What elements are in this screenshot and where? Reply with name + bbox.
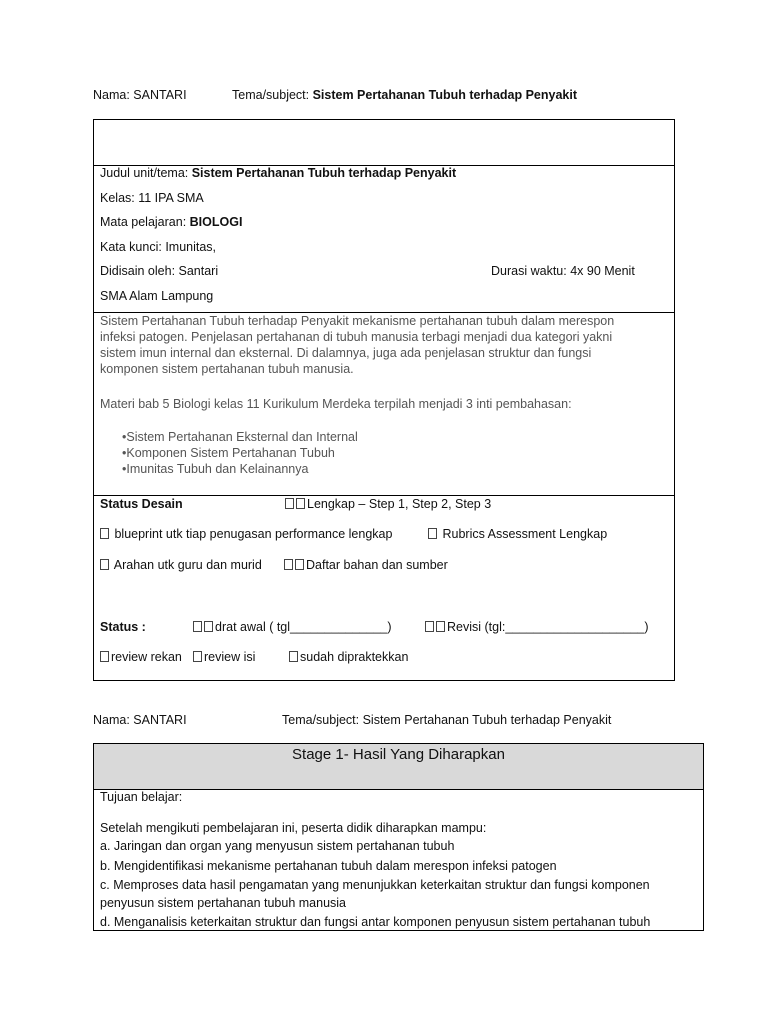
practiced-item xyxy=(289,650,408,664)
unit-title-value: Sistem Pertahanan Tubuh terhadap Penyakit xyxy=(191,166,457,180)
subject-text-value: BIOLOGI xyxy=(189,215,243,229)
blueprint-item xyxy=(100,527,392,541)
student-name: Nama: SANTARI xyxy=(93,88,187,102)
keywords-text: Kata kunci: Imunitas, xyxy=(100,240,217,254)
draft-item xyxy=(193,620,392,634)
bullet-item: •Imunitas Tubuh dan Kelainannya xyxy=(122,462,309,476)
content-review-item xyxy=(193,650,255,664)
learning-goal-item: c. Memproses data hasil pengamatan yang menunjukkan keterkaitan struktur dan fungsi komponen xyxy=(100,878,650,892)
rubrics-item xyxy=(428,527,607,541)
status-design-label: Status Desain xyxy=(100,497,183,511)
subject-label: Tema/subject: xyxy=(232,88,313,102)
materi-text: Materi bab 5 Biologi kelas 11 Kurikulum Merdeka terpilah menjadi 3 inti pembahasan: xyxy=(100,397,572,411)
arahan-label: Arahan utk guru dan murid xyxy=(111,558,262,572)
revision-item xyxy=(425,620,649,634)
learning-goal-item: a. Jaringan dan organ yang menyusun sistem pertahanan tubuh xyxy=(100,839,455,853)
blueprint-label: blueprint utk tiap penugasan performance lengkap xyxy=(111,527,393,541)
checkbox-icon[interactable] xyxy=(193,621,202,632)
checkbox-icon[interactable] xyxy=(295,559,304,570)
table-divider xyxy=(93,312,675,313)
peer-review-item xyxy=(100,650,182,664)
duration-text: Durasi waktu: 4x 90 Menit xyxy=(491,264,635,278)
designer-text: Didisain oleh: Santari xyxy=(100,264,219,278)
content-review-label: review isi xyxy=(204,650,256,664)
peer-review-label: review rekan xyxy=(111,650,182,664)
checkbox-icon[interactable] xyxy=(425,621,434,632)
checkbox-icon[interactable] xyxy=(428,528,437,539)
checkbox-icon[interactable] xyxy=(436,621,445,632)
subject-text-label: Mata pelajaran: xyxy=(100,215,190,229)
daftar-item xyxy=(284,558,448,572)
learning-goal-item: penyusun sistem pertahanan tubuh manusia xyxy=(100,896,346,910)
subject-header-2: Tema/subject: Sistem Pertahanan Tubuh terhadap Penyakit xyxy=(282,713,612,727)
checkbox-icon[interactable] xyxy=(100,651,109,662)
status-complete xyxy=(285,497,491,511)
class-text: Kelas: 11 IPA SMA xyxy=(100,191,204,205)
draft-label: drat awal ( tgl______________) xyxy=(215,620,392,634)
description-line: Sistem Pertahanan Tubuh terhadap Penyakit mekanisme pertahanan tubuh dalam merespon xyxy=(100,314,615,328)
description-line: sistem imun internal dan eksternal. Di dalamnya, juga ada penjelasan struktur dan fungsi xyxy=(100,346,592,360)
rubrics-label: Rubrics Assessment Lengkap xyxy=(439,527,608,541)
bullet-item: •Komponen Sistem Pertahanan Tubuh xyxy=(122,446,335,460)
description-line: infeksi patogen. Penjelasan pertahanan di tubuh manusia terbagi menjadi dua kategori yakni xyxy=(100,330,613,344)
subject-text xyxy=(100,215,242,229)
checkbox-icon[interactable] xyxy=(100,559,109,570)
checkbox-icon[interactable] xyxy=(100,528,109,539)
checkbox-icon[interactable] xyxy=(284,559,293,570)
checkbox-icon[interactable] xyxy=(285,498,294,509)
unit-title xyxy=(100,166,456,180)
subject-header xyxy=(232,88,577,102)
subject-value: Sistem Pertahanan Tubuh terhadap Penyakit xyxy=(312,88,578,102)
checkbox-icon[interactable] xyxy=(204,621,213,632)
student-name-2: Nama: SANTARI xyxy=(93,713,187,727)
arahan-item xyxy=(100,558,262,572)
unit-title-label: Judul unit/tema: xyxy=(100,166,192,180)
bullet-item: •Sistem Pertahanan Eksternal dan Internal xyxy=(122,430,358,444)
checkbox-icon[interactable] xyxy=(193,651,202,662)
learning-goals-intro: Setelah mengikuti pembelajaran ini, peserta didik diharapkan mampu: xyxy=(100,821,487,835)
table-divider xyxy=(93,495,675,496)
practiced-label: sudah dipraktekkan xyxy=(300,650,409,664)
stage-title: Stage 1- Hasil Yang Diharapkan xyxy=(292,746,505,763)
learning-goals-label: Tujuan belajar: xyxy=(100,790,183,804)
checkbox-icon[interactable] xyxy=(289,651,298,662)
status-label: Status : xyxy=(100,620,146,634)
school-text: SMA Alam Lampung xyxy=(100,289,214,303)
learning-goal-item: d. Menganalisis keterkaitan struktur dan fungsi antar komponen penyusun sistem pertahanan tubuh xyxy=(100,915,651,929)
checkbox-icon[interactable] xyxy=(296,498,305,509)
status-complete-label: Lengkap – Step 1, Step 2, Step 3 xyxy=(307,497,492,511)
revision-label: Revisi (tgl:____________________) xyxy=(447,620,649,634)
daftar-label: Daftar bahan dan sumber xyxy=(306,558,448,572)
learning-goal-item: b. Mengidentifikasi mekanisme pertahanan tubuh dalam merespon infeksi patogen xyxy=(100,859,557,873)
description-line: komponen sistem pertahanan tubuh manusia. xyxy=(100,362,354,376)
